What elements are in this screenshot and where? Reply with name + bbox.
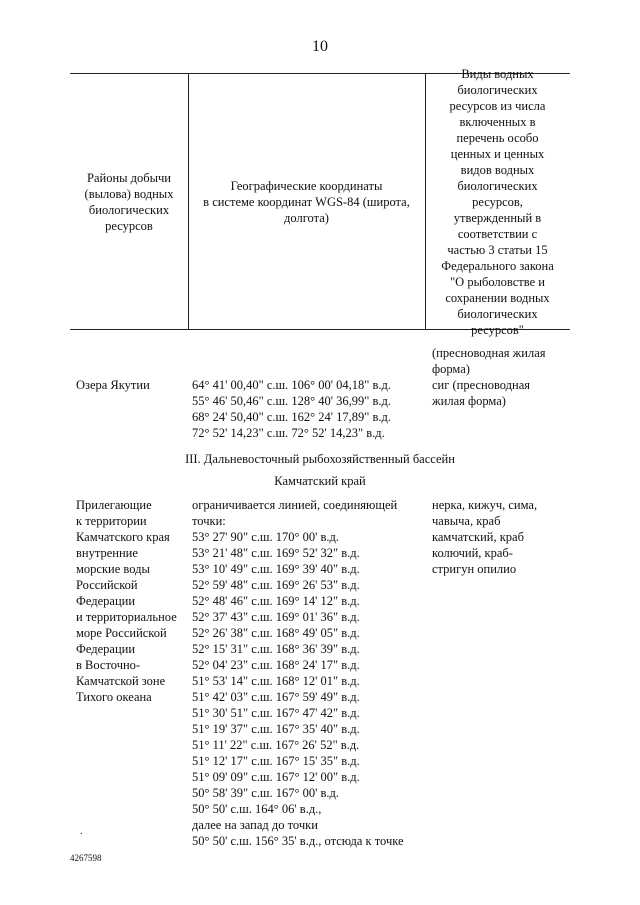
region-name bbox=[76, 497, 188, 705]
species-list bbox=[432, 497, 572, 577]
text-line: Федерального закона bbox=[441, 258, 554, 273]
text-line: 68° 24' 50,40" с.ш. 162° 24' 17,89" в.д. bbox=[192, 410, 392, 424]
text-line: Районы добычи bbox=[87, 170, 171, 185]
text-line: Прилегающие bbox=[76, 498, 152, 512]
header-cell-coordinates bbox=[188, 74, 425, 329]
text-line: 50° 50' с.ш. 156° 35' в.д., отсюда к точке bbox=[192, 834, 404, 848]
text-line: чавыча, краб bbox=[432, 514, 501, 528]
text-line: Географические координаты bbox=[230, 178, 383, 193]
text-line: море Российской bbox=[76, 626, 167, 640]
text-line: 52° 37' 43" с.ш. 169° 01' 36" в.д. bbox=[192, 610, 360, 624]
text-line: биологических bbox=[457, 82, 538, 97]
text-line: 53° 27' 90" с.ш. 170° 00' в.д. bbox=[192, 530, 340, 544]
text-line: 53° 10' 49" с.ш. 169° 39' 40" в.д. bbox=[192, 562, 360, 576]
text-line: 52° 48' 46" с.ш. 169° 14' 12" в.д. bbox=[192, 594, 360, 608]
text-line: сохранении водных bbox=[445, 290, 550, 305]
subsection-title: Камчатский край bbox=[274, 474, 366, 488]
text-line: 72° 52' 14,23" с.ш. 72° 52' 14,23" в.д. bbox=[192, 426, 385, 440]
text-line: Виды водных bbox=[461, 66, 534, 81]
text-line: ресурсов" bbox=[471, 322, 524, 337]
text-line: форма) bbox=[432, 362, 470, 376]
text-line: частью 3 статьи 15 bbox=[447, 242, 548, 257]
text-line: 51° 19' 37" с.ш. 167° 35' 40" в.д. bbox=[192, 722, 360, 736]
text-line: 55° 46' 50,46" с.ш. 128° 40' 36,99" в.д. bbox=[192, 394, 392, 408]
header-text bbox=[85, 170, 174, 234]
text-line: 51° 30' 51" с.ш. 167° 47' 42" в.д. bbox=[192, 706, 360, 720]
text-line: (пресноводная жилая bbox=[432, 346, 546, 360]
text-line: морские воды bbox=[76, 562, 150, 576]
text-line: Российской bbox=[76, 578, 138, 592]
text-line: соответствии с bbox=[457, 226, 538, 241]
text-line: камчатский, краб bbox=[432, 530, 524, 544]
text-line: колючий, краб- bbox=[432, 546, 513, 560]
coordinates-list bbox=[192, 377, 432, 441]
text-line: 51° 11' 22" с.ш. 167° 26' 52" в.д. bbox=[192, 738, 360, 752]
text-line: 64° 41' 00,40" с.ш. 106° 00' 04,18" в.д. bbox=[192, 378, 392, 392]
text-line: Федерации bbox=[76, 642, 136, 656]
text-line: видов водных bbox=[460, 162, 535, 177]
text-line: в системе координат WGS-84 (широта, bbox=[203, 194, 410, 209]
text-line: жилая форма) bbox=[432, 394, 506, 408]
text-line: ресурсов, bbox=[472, 194, 523, 209]
header-text bbox=[441, 66, 554, 338]
text-line: долгота) bbox=[284, 210, 329, 225]
text-line: и территориальное bbox=[76, 610, 177, 624]
footer-mark: . bbox=[80, 826, 83, 837]
text-line: утвержденный в bbox=[453, 210, 542, 225]
coordinates-list bbox=[192, 497, 432, 849]
text-line: 53° 21' 48" с.ш. 169° 52' 32" в.д. bbox=[192, 546, 360, 560]
page-number: 10 bbox=[312, 38, 328, 55]
text-line: в Восточно- bbox=[76, 658, 141, 672]
header-text bbox=[203, 178, 410, 226]
text-line: внутренние bbox=[76, 546, 138, 560]
text-line: 52° 59' 48" с.ш. 169° 26' 53" в.д. bbox=[192, 578, 360, 592]
text-line: "О рыболовстве и bbox=[450, 274, 545, 289]
text-line: 51° 53' 14" с.ш. 168° 12' 01" в.д. bbox=[192, 674, 360, 688]
document-id: 4267598 bbox=[70, 853, 102, 863]
text-line: Федерации bbox=[76, 594, 136, 608]
text-line: биологических bbox=[457, 306, 538, 321]
text-line: к территории bbox=[76, 514, 147, 528]
section-title: III. Дальневосточный рыбохозяйственный бассейн bbox=[185, 452, 455, 466]
text-line: Тихого океана bbox=[76, 690, 152, 704]
header-cell-regions bbox=[70, 74, 188, 329]
text-line: ресурсов bbox=[105, 218, 153, 233]
text-line: нерка, кижуч, сима, bbox=[432, 498, 538, 512]
text-line: биологических bbox=[457, 178, 538, 193]
text-line: биологических bbox=[88, 202, 170, 217]
text-line: 52° 26' 38" с.ш. 168° 49' 05" в.д. bbox=[192, 626, 360, 640]
text-line: перечень особо bbox=[456, 130, 539, 145]
text-line: 51° 42' 03" с.ш. 167° 59' 49" в.д. bbox=[192, 690, 360, 704]
text-line: 50° 50' с.ш. 164° 06' в.д., bbox=[192, 802, 322, 816]
text-line: стригун опилио bbox=[432, 562, 517, 576]
text-line: ценных и ценных bbox=[450, 146, 545, 161]
text-line: 51° 09' 09" с.ш. 167° 12' 00" в.д. bbox=[192, 770, 360, 784]
text-line: 52° 04' 23" с.ш. 168° 24' 17" в.д. bbox=[192, 658, 360, 672]
boundary-intro: ограничивается линией, соединяющей точки: bbox=[192, 498, 398, 528]
text-line: 52° 15' 31" с.ш. 168° 36' 39" в.д. bbox=[192, 642, 360, 656]
text-line: Камчатского края bbox=[76, 530, 170, 544]
text-line: включенных в bbox=[459, 114, 536, 129]
text-line: 51° 12' 17" с.ш. 167° 15' 35" в.д. bbox=[192, 754, 360, 768]
header-cell-species bbox=[425, 66, 570, 337]
text-line: далее на запад до точки bbox=[192, 818, 318, 832]
table-header bbox=[70, 66, 570, 337]
species-continuation bbox=[432, 345, 572, 377]
text-line: 50° 58' 39" с.ш. 167° 00' в.д. bbox=[192, 786, 340, 800]
text-line: Камчатской зоне bbox=[76, 674, 166, 688]
boundary-points bbox=[192, 529, 432, 849]
region-name: Озера Якутии bbox=[76, 378, 150, 392]
species-list bbox=[432, 377, 572, 409]
text-line: (вылова) водных bbox=[84, 186, 174, 201]
text-line: сиг (пресноводная bbox=[432, 378, 530, 392]
text-line: ресурсов из числа bbox=[449, 98, 546, 113]
